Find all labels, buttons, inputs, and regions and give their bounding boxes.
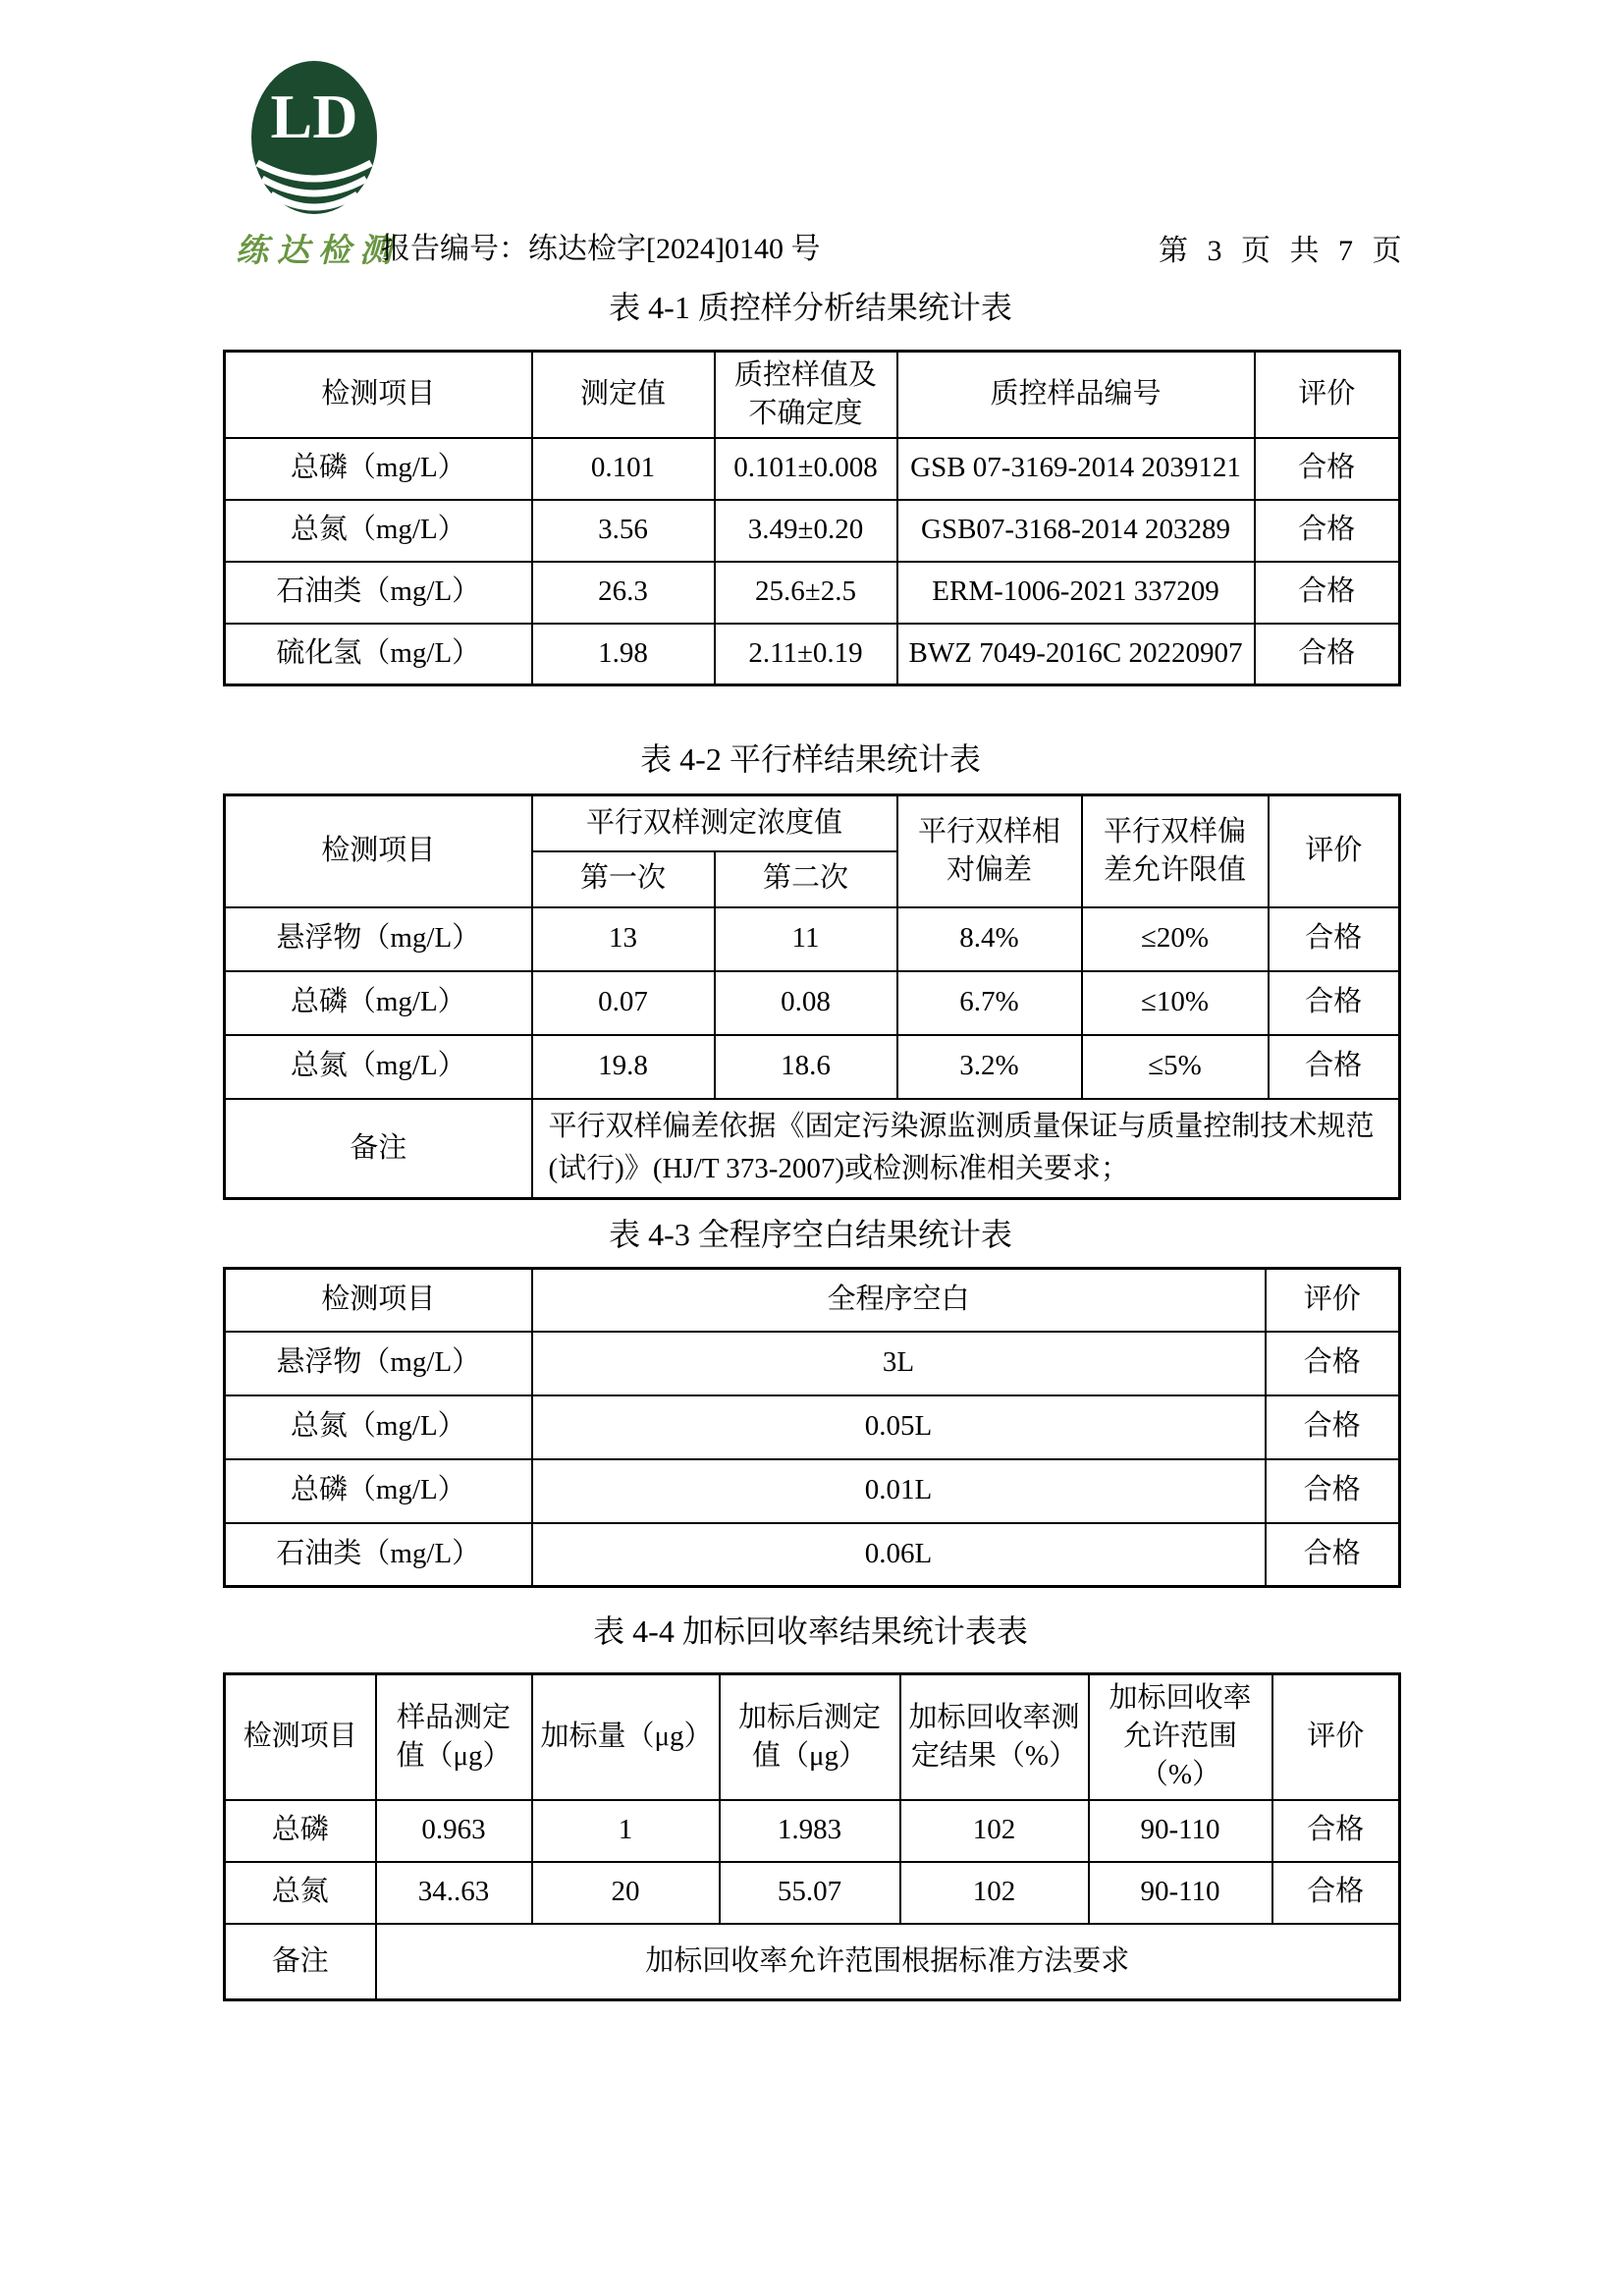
table-cell: 25.6±2.5 <box>715 562 897 624</box>
table-cell: 0.08 <box>715 971 897 1035</box>
table-row <box>225 438 1400 500</box>
table-cell: 合格 <box>1255 624 1400 685</box>
table-row <box>225 1862 1400 1924</box>
column-header: 加标量（μg） <box>532 1674 720 1800</box>
table-4-3-title: 表 4-3 全程序空白结果统计表 <box>609 1217 1012 1252</box>
remark-text: 平行双样偏差依据《固定污染源监测质量保证与质量控制技术规范(试行)》(HJ/T 373-2007)或检测标准相关要求； <box>532 1099 1400 1199</box>
table-cell: 2.11±0.19 <box>715 624 897 685</box>
table-4-2-title: 表 4-2 平行样结果统计表 <box>640 741 981 777</box>
column-header: 平行双样偏差允许限值 <box>1082 795 1269 907</box>
table-row <box>225 907 1400 971</box>
remark-row <box>225 1099 1400 1199</box>
logo-brand-name: 练达检测 <box>236 234 401 269</box>
table-cell: 合格 <box>1266 1459 1400 1523</box>
row-label: 总氮（mg/L） <box>225 1395 532 1459</box>
table-cell: 1.983 <box>720 1800 900 1862</box>
column-header: 评价 <box>1255 352 1400 438</box>
table-cell: 1.98 <box>532 624 715 685</box>
table-cell: 20 <box>532 1862 720 1924</box>
table-4-1 <box>223 350 1401 686</box>
row-label: 总氮（mg/L） <box>225 500 532 562</box>
table-row <box>225 1523 1400 1587</box>
table-cell: BWZ 7049-2016C 20220907 <box>897 624 1255 685</box>
table-cell: 合格 <box>1255 500 1400 562</box>
column-header: 质控样值及不确定度 <box>715 352 897 438</box>
table-cell: 3L <box>532 1332 1266 1395</box>
column-header: 第二次 <box>715 851 897 907</box>
column-header: 全程序空白 <box>532 1269 1266 1332</box>
row-label: 悬浮物（mg/L） <box>225 1332 532 1395</box>
table-cell: 合格 <box>1255 562 1400 624</box>
table-row <box>225 562 1400 624</box>
table-cell: 合格 <box>1269 971 1400 1035</box>
table-cell: 0.01L <box>532 1459 1266 1523</box>
table-cell: 合格 <box>1255 438 1400 500</box>
remark-label: 备注 <box>225 1924 376 2000</box>
table-cell: ≤5% <box>1082 1035 1269 1099</box>
table-cell: 0.07 <box>532 971 715 1035</box>
report-number: 报告编号：练达检字[2024]0140 号 <box>381 233 821 265</box>
table-row <box>225 624 1400 685</box>
table-cell: 合格 <box>1269 1035 1400 1099</box>
remark-label: 备注 <box>225 1099 532 1199</box>
column-header: 加标回收率测定结果（%） <box>900 1674 1089 1800</box>
table-cell: ERM-1006-2021 337209 <box>897 562 1255 624</box>
row-label: 总磷（mg/L） <box>225 438 532 500</box>
column-header: 加标后测定值（μg） <box>720 1674 900 1800</box>
table-4-2 <box>223 793 1401 1200</box>
table-cell: 0.101±0.008 <box>715 438 897 500</box>
column-header: 样品测定值（μg） <box>376 1674 532 1800</box>
table-cell: GSB 07-3169-2014 2039121 <box>897 438 1255 500</box>
column-header: 质控样品编号 <box>897 352 1255 438</box>
column-header: 测定值 <box>532 352 715 438</box>
table-row <box>225 1332 1400 1395</box>
remark-row <box>225 1924 1400 2000</box>
table-cell: 合格 <box>1269 907 1400 971</box>
column-header: 平行双样相对偏差 <box>897 795 1082 907</box>
column-header: 评价 <box>1272 1674 1400 1800</box>
table-4-3 <box>223 1267 1401 1588</box>
page-number: 第 3 页 共 7 页 <box>1159 235 1408 267</box>
table-cell: 55.07 <box>720 1862 900 1924</box>
table-4-4 <box>223 1672 1401 2001</box>
table-row <box>225 1459 1400 1523</box>
table-cell: 0.06L <box>532 1523 1266 1587</box>
table-cell: GSB07-3168-2014 203289 <box>897 500 1255 562</box>
row-label: 总氮（mg/L） <box>225 1035 532 1099</box>
remark-text: 加标回收率允许范围根据标准方法要求 <box>376 1924 1400 2000</box>
table-cell: 0.963 <box>376 1800 532 1862</box>
table-row <box>225 1395 1400 1459</box>
column-header: 加标回收率允许范围（%） <box>1089 1674 1272 1800</box>
column-header: 检测项目 <box>225 352 532 438</box>
table-cell: 6.7% <box>897 971 1082 1035</box>
table-cell: ≤20% <box>1082 907 1269 971</box>
table-row <box>225 1800 1400 1862</box>
table-cell: 102 <box>900 1800 1089 1862</box>
table-cell: 合格 <box>1266 1395 1400 1459</box>
table-4-4-title: 表 4-4 加标回收率结果统计表表 <box>593 1613 1028 1649</box>
logo-ld-oval-icon <box>241 59 388 218</box>
row-label: 石油类（mg/L） <box>225 1523 532 1587</box>
table-cell: 合格 <box>1266 1523 1400 1587</box>
row-label: 硫化氢（mg/L） <box>225 624 532 685</box>
svg-text:LD: LD <box>270 82 358 151</box>
table-cell: 合格 <box>1272 1862 1400 1924</box>
table-cell: 0.101 <box>532 438 715 500</box>
table-row <box>225 1035 1400 1099</box>
table-cell: 1 <box>532 1800 720 1862</box>
column-header: 平行双样测定浓度值 <box>532 795 897 851</box>
column-header: 检测项目 <box>225 1674 376 1800</box>
row-label: 石油类（mg/L） <box>225 562 532 624</box>
row-label: 悬浮物（mg/L） <box>225 907 532 971</box>
column-header: 评价 <box>1266 1269 1400 1332</box>
table-cell: 8.4% <box>897 907 1082 971</box>
row-label: 总磷 <box>225 1800 376 1862</box>
row-label: 总磷（mg/L） <box>225 1459 532 1523</box>
table-cell: 18.6 <box>715 1035 897 1099</box>
table-row <box>225 500 1400 562</box>
table-cell: 合格 <box>1272 1800 1400 1862</box>
table-cell: 3.49±0.20 <box>715 500 897 562</box>
table-cell: 102 <box>900 1862 1089 1924</box>
table-cell: 90-110 <box>1089 1862 1272 1924</box>
table-4-1-title: 表 4-1 质控样分析结果统计表 <box>609 290 1012 325</box>
table-cell: 3.2% <box>897 1035 1082 1099</box>
table-cell: 34..63 <box>376 1862 532 1924</box>
company-logo <box>236 59 401 271</box>
row-label: 总磷（mg/L） <box>225 971 532 1035</box>
table-cell: 26.3 <box>532 562 715 624</box>
table-cell: 90-110 <box>1089 1800 1272 1862</box>
column-header: 评价 <box>1269 795 1400 907</box>
table-cell: 合格 <box>1266 1332 1400 1395</box>
column-header: 第一次 <box>532 851 715 907</box>
table-cell: 0.05L <box>532 1395 1266 1459</box>
table-row <box>225 971 1400 1035</box>
column-header: 检测项目 <box>225 1269 532 1332</box>
column-header: 检测项目 <box>225 795 532 907</box>
table-cell: 11 <box>715 907 897 971</box>
table-cell: 19.8 <box>532 1035 715 1099</box>
table-cell: 3.56 <box>532 500 715 562</box>
table-cell: ≤10% <box>1082 971 1269 1035</box>
table-cell: 13 <box>532 907 715 971</box>
row-label: 总氮 <box>225 1862 376 1924</box>
